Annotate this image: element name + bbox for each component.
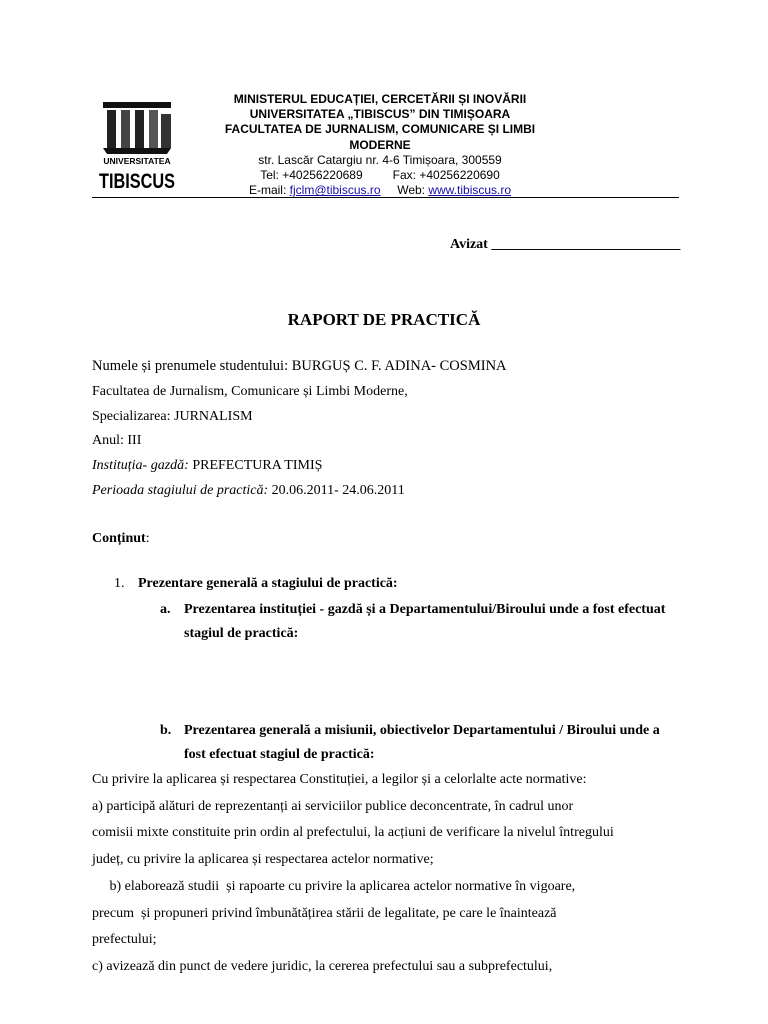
web-link[interactable]: www.tibiscus.ro — [428, 183, 512, 198]
body-line: prefectului; — [92, 932, 157, 947]
list-item-b-line2: fost efectuat stagiul de practică: — [184, 747, 375, 762]
year-value: III — [127, 433, 142, 448]
faculty-name-line2: MODERNE — [349, 137, 411, 152]
body-line: precum și propuneri privind îmbunătățirea stării de legalitate, pe care le înaintează — [92, 906, 557, 921]
university-logo — [97, 100, 177, 192]
list-item-a-line1: Prezentarea instituției - gazdă și a Departamentului/Biroului unde a fost efectuat — [184, 602, 666, 617]
list-item-1-text: Prezentare generală a stagiului de practică: — [138, 576, 398, 591]
body-line: c) avizează din punct de vedere juridic, la cererea prefectului sau a subprefectului, — [92, 959, 553, 974]
tel: Tel: +40256220689 — [260, 168, 363, 183]
contact-phone-fax — [190, 168, 570, 183]
email-label: E-mail: — [248, 183, 287, 198]
ministry-name: MINISTERUL EDUCAȚIEI, CERCETĂRII ȘI INOVĂRII — [233, 92, 527, 106]
avizat-signature-line: Avizat ___________________________ — [450, 237, 681, 252]
content-label: Conținut — [92, 531, 146, 546]
specialization-row — [92, 409, 253, 425]
body-line: b) elaborează studii și rapoarte cu privire la aplicarea actelor normative în vigoare, — [92, 879, 576, 894]
body-line: comisii mixte constituite prin ordin al prefectului, la acțiuni de verificare la nivelul întregului — [92, 825, 614, 840]
document-title: RAPORT DE PRACTICĂ — [287, 310, 481, 329]
year-row — [92, 433, 141, 449]
content-colon: : — [145, 531, 150, 546]
logo-bottom-text: TIBISCUS — [99, 170, 175, 193]
host-institution-row — [92, 458, 322, 474]
specialization-value: JURNALISM — [174, 409, 253, 424]
list-item-b-line1: Prezentarea generală a misiunii, obiectivelor Departamentului / Biroului unde a — [184, 723, 660, 738]
fax: Fax: +40256220690 — [392, 168, 500, 183]
header-divider — [92, 197, 679, 198]
content-heading — [92, 531, 150, 547]
logo-top-text: UNIVERSITATEA — [103, 156, 171, 166]
web-label: Web: — [397, 183, 425, 198]
faculty-row: Facultatea de Jurnalism, Comunicare și Limbi Moderne, — [92, 384, 408, 399]
period-value: 20.06.2011- 24.06.2011 — [271, 483, 405, 498]
student-name-label: Numele și prenumele studentului: — [92, 358, 289, 374]
specialization-label: Specializarea: — [92, 409, 171, 424]
list-item-1-number: 1. — [114, 576, 125, 591]
body-line: Cu privire la aplicarea și respectarea Constituției, a legilor și a celorlalte acte normative: — [92, 772, 587, 787]
university-name: UNIVERSITATEA „TIBISCUS” DIN TIMIȘOARA — [249, 107, 511, 122]
student-name-value: BURGUȘ C. F. ADINA- COSMINA — [291, 358, 507, 374]
host-institution-label: Instituția- gazdă: — [92, 458, 189, 473]
host-institution-value: PREFECTURA TIMIȘ — [192, 458, 323, 473]
year-label: Anul: — [92, 433, 124, 448]
period-label: Perioada stagiului de practică: — [92, 483, 269, 498]
faculty-name-line1: FACULTATEA DE JURNALISM, COMUNICARE ȘI LIMBI — [224, 122, 536, 137]
period-row — [92, 483, 405, 499]
list-item-a-letter: a. — [160, 602, 171, 617]
email-link[interactable]: fjclm@tibiscus.ro — [289, 183, 381, 198]
student-name-row — [92, 358, 507, 375]
body-line: județ, cu privire la aplicarea și respectarea actelor normative; — [92, 852, 434, 867]
letterhead — [190, 92, 570, 198]
address: str. Lascăr Catargiu nr. 4-6 Timișoara, 300559 — [258, 152, 502, 167]
body-line: a) participă alături de reprezentanți ai serviciilor publice deconcentrate, în cadrul unor — [92, 799, 574, 814]
list-item-a-line2: stagiul de practică: — [184, 626, 299, 641]
list-item-b-letter: b. — [160, 723, 172, 738]
